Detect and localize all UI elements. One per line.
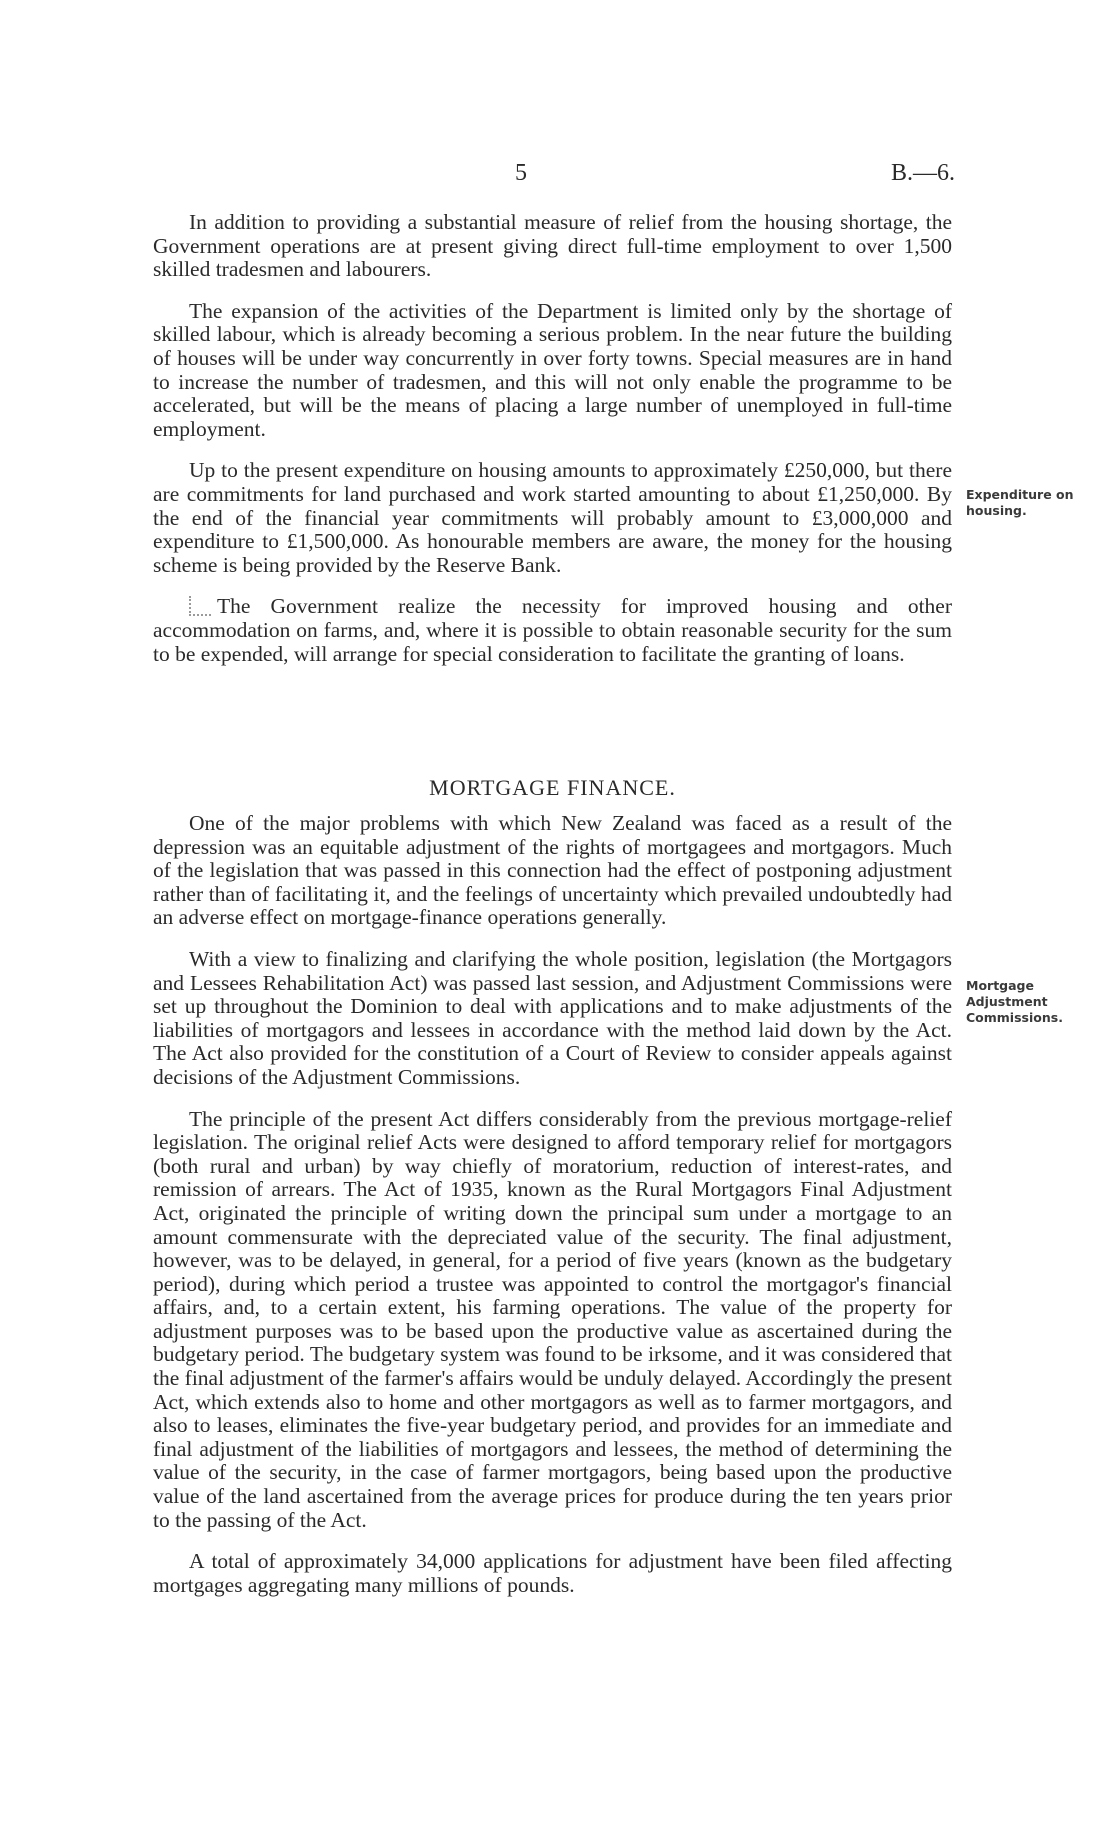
mortgage-paragraph-4: A total of approximately 34,000 applications for adjustment have been filed affecting mortgages aggregating many millions of pounds. bbox=[153, 1549, 952, 1597]
document-code: B.—6. bbox=[891, 160, 956, 186]
housing-paragraph-3: Up to the present expenditure on housing amounts to approximately £250,000, but there are commitments for land purchased and work started amounting to about £1,250,000. By the end of the financial year commitments will probably amount to £3,000,000 and expenditure to £1,500,000. As honourable members are aware, the money for the housing scheme is being provided by the Reserve Bank. bbox=[153, 458, 952, 577]
housing-paragraph-1: In addition to providing a substantial measure of relief from the housing shortage, the Government operations are at present giving direct full-time employment to over 1,500 skilled tradesmen and labourers. bbox=[153, 210, 952, 282]
sidenote-mortgage-commissions: Mortgage Adjustment Commissions. bbox=[966, 978, 1063, 1025]
mortgage-section bbox=[153, 812, 952, 1615]
margin-mark-icon bbox=[189, 596, 211, 616]
housing-paragraph-4-text: The Government realize the necessity for improved housing and other accommodation on farms, and, where it is possible to obtain reasonable security for the sum to be expended, will arrange for special consideration to facilitate the granting of loans. bbox=[153, 594, 952, 666]
housing-paragraph-2: The expansion of the activities of the Department is limited only by the shortage of skilled labour, which is already becoming a serious problem. In the near future the building of houses will be under way concurrently in over forty towns. Special measures are in hand to increase the number of tradesmen, and this will not only enable the programme to be accelerated, but will be the means of placing a large number of unemployed in full-time employment. bbox=[153, 298, 952, 441]
mortgage-paragraph-1: One of the major problems with which New Zealand was faced as a result of the depression was an equitable adjustment of the rights of mortgagees and mortgagors. Much of the legislation that was passed in this connection had the effect of postponing adjustment rather than of facilitating it, and the feelings of uncertainty which prevailed undoubtedly had an adverse effect on mortgage-finance operations generally. bbox=[153, 811, 952, 930]
mortgage-paragraph-3: The principle of the present Act differs considerably from the previous mortgage-relief legislation. The original relief Acts were designed to afford temporary relief for mortgagors (both rural and urban) by way chiefly of moratorium, reduction of interest-rates, and remission of arrears. The Act of 1935, known as the Rural Mortgagors Final Adjustment Act, originated the principle of writing down the principal sum under a mortgage to an amount commensurate with the depreciated value of the security. The final adjustment, however, was to be delayed, in general, for a period of five years (known as the budgetary period), during which period a trustee was appointed to control the mortgagor's financial affairs, and, to a certain extent, his farming operations. The value of the property for adjustment purposes was to be based upon the productive value as ascertained during the budgetary period. The budgetary system was found to be irksome, and it was considered that the final adjustment of the farmer's affairs would be unduly delayed. Accordingly the present Act, which extends also to home and other mortgagors as well as to farmer mortgagors, and also to leases, eliminates the five-year budgetary period, and provides for an immediate and final adjustment of the liabilities of mortgagors and lessees, the method of determining the value of the security, in the case of farmer mortgagors, being based upon the productive value of the land ascertained from the average prices for produce during the ten years prior to the passing of the Act. bbox=[153, 1106, 952, 1532]
housing-paragraph-4 bbox=[153, 595, 952, 666]
housing-section bbox=[153, 211, 952, 684]
sidenote-expenditure: Expenditure on housing. bbox=[966, 487, 1074, 518]
mortgage-finance-heading: MORTGAGE FINANCE. bbox=[429, 775, 676, 800]
mortgage-paragraph-2: With a view to finalizing and clarifying the whole position, legislation (the Mortgagors and Lessees Rehabilitation Act) was passed last session, and Adjustment Commissions were set up throughout the Dominion to deal with applications and to make adjustments of the liabilities of mortgagors and lessees in accordance with the method laid down by the Act. The Act also provided for the constitution of a Court of Review to consider appeals against decisions of the Adjustment Commissions. bbox=[153, 946, 952, 1089]
page-number: 5 bbox=[515, 160, 527, 186]
